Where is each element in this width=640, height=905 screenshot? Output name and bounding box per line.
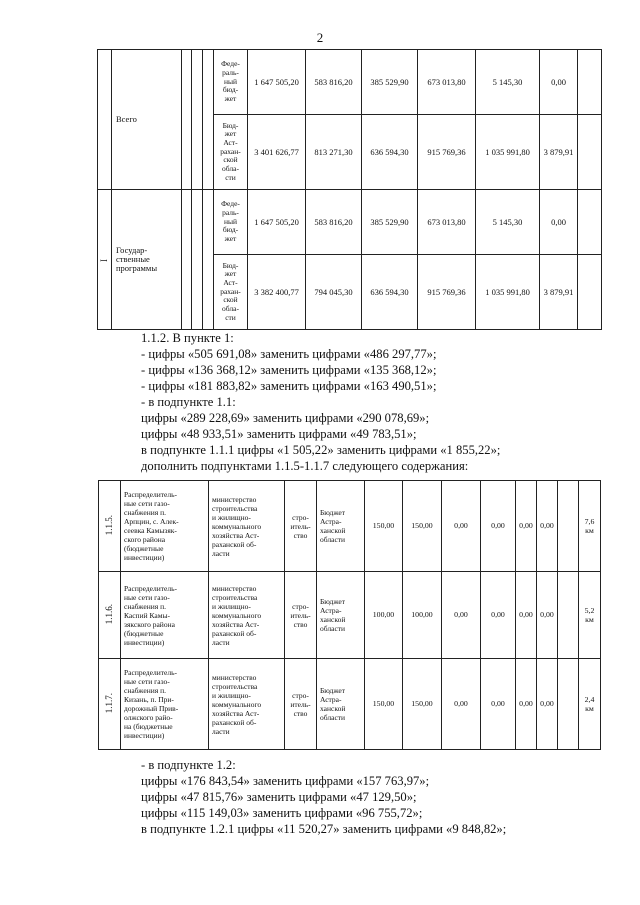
amendment-text-1: [141, 330, 500, 474]
value-cell: 636 594,30: [362, 255, 418, 330]
budget-summary-table: [97, 49, 602, 330]
value-cell: 3 401 626,77: [248, 115, 306, 190]
amendment-text-2: [141, 757, 506, 837]
executor: министерство строительства и жилищно- коммунального хозяйства Аст- раханской об- ласти: [209, 572, 285, 659]
value-cell: 0,00: [516, 572, 537, 659]
table-row: [99, 481, 601, 572]
value-cell: 636 594,30: [362, 115, 418, 190]
value-cell: 385 529,90: [362, 190, 418, 255]
value-cell: 673 013,80: [418, 190, 476, 255]
value-cell: 385 529,90: [362, 50, 418, 115]
value-cell: 0,00: [481, 481, 516, 572]
value-cell: 0,00: [540, 190, 578, 255]
value-cell: 0,00: [442, 481, 481, 572]
text-line: цифры «115 149,03» заменить цифрами «96 755,72»;: [141, 806, 423, 820]
value-cell: 3 382 400,77: [248, 255, 306, 330]
project-name: Распределитель- ные сети газо- снабжения п. Кизань, п. При- дорожный Прив- олжского райо- на (бюджетные инвестиции): [121, 659, 209, 750]
funding-source: Бюджет Астра- ханской области: [317, 572, 365, 659]
work-type: стро- итель- ство: [285, 481, 317, 572]
value-cell: 150,00: [403, 659, 442, 750]
value-cell: 1 647 505,20: [248, 50, 306, 115]
funding-source: Бюд- жет Аст- рахан- ской обла- сти: [214, 115, 248, 190]
text-line: дополнить подпунктами 1.1.5-1.1.7 следующего содержания:: [141, 459, 469, 473]
funding-source: Бюджет Астра- ханской области: [317, 481, 365, 572]
value-cell: 150,00: [365, 481, 403, 572]
text-line: - цифры «181 883,82» заменить цифрами «163 490,51»;: [141, 379, 437, 393]
unit-cell: 7,6 км: [579, 481, 601, 572]
executor: министерство строительства и жилищно- коммунального хозяйства Аст- раханской об- ласти: [209, 659, 285, 750]
text-line: цифры «176 843,54» заменить цифрами «157 763,97»;: [141, 774, 430, 788]
unit-cell: 5,2 км: [579, 572, 601, 659]
work-type: стро- итель- ство: [285, 659, 317, 750]
funding-source: Феде- раль- ный бюд- жет: [214, 190, 248, 255]
value-cell: 3 879,91: [540, 115, 578, 190]
row-code: I: [98, 190, 112, 330]
table-row: [99, 659, 601, 750]
text-line: 1.1.2. В пункте 1:: [141, 331, 234, 345]
value-cell: 915 769,36: [418, 255, 476, 330]
text-line: в подпункте 1.2.1 цифры «11 520,27» заменить цифрами «9 848,82»;: [141, 822, 507, 836]
text-line: - цифры «505 691,08» заменить цифрами «486 297,77»;: [141, 347, 437, 361]
value-cell: 100,00: [403, 572, 442, 659]
work-type: стро- итель- ство: [285, 572, 317, 659]
value-cell: 3 879,91: [540, 255, 578, 330]
table-row: [98, 190, 602, 255]
text-line: цифры «47 815,76» заменить цифрами «47 129,50»;: [141, 790, 417, 804]
value-cell: 813 271,30: [306, 115, 362, 190]
value-cell: 5 145,30: [476, 50, 540, 115]
text-line: - в подпункте 1.2:: [141, 758, 236, 772]
text-line: - цифры «136 368,12» заменить цифрами «135 368,12»;: [141, 363, 437, 377]
project-name: Распределитель- ные сети газо- снабжения п. Арпцин, с. Алек- сеевка Камызяк- ского района (бюджетные инвестиции): [121, 481, 209, 572]
value-cell: 0,00: [516, 659, 537, 750]
text-line: цифры «289 228,69» заменить цифрами «290 078,69»;: [141, 411, 430, 425]
text-line: в подпункте 1.1.1 цифры «1 505,22» заменить цифрами «1 855,22»;: [141, 443, 501, 457]
value-cell: 5 145,30: [476, 190, 540, 255]
funding-source: Феде- раль- ный бюд- жет: [214, 50, 248, 115]
value-cell: 150,00: [403, 481, 442, 572]
value-cell: 1 647 505,20: [248, 190, 306, 255]
table-row: [99, 572, 601, 659]
text-line: цифры «48 933,51» заменить цифрами «49 783,51»;: [141, 427, 417, 441]
value-cell: 583 816,20: [306, 190, 362, 255]
value-cell: 100,00: [365, 572, 403, 659]
table-row: [98, 50, 602, 115]
value-cell: 915 769,36: [418, 115, 476, 190]
value-cell: 1 035 991,80: [476, 115, 540, 190]
row-code: [98, 50, 112, 190]
project-name: Распределитель- ные сети газо- снабжения п. Каспий Камы- зякского района (бюджетные инвестиции): [121, 572, 209, 659]
page-number: 2: [316, 30, 324, 45]
value-cell: 0,00: [537, 481, 558, 572]
row-code: 1.1.7.: [99, 659, 121, 750]
value-cell: 0,00: [516, 481, 537, 572]
value-cell: 0,00: [481, 659, 516, 750]
value-cell: 0,00: [481, 572, 516, 659]
funding-source: Бюджет Астра- ханской области: [317, 659, 365, 750]
unit-cell: 2,4 км: [579, 659, 601, 750]
value-cell: 0,00: [442, 572, 481, 659]
funding-source: Бюд- жет Аст- рахан- ской обла- сти: [214, 255, 248, 330]
value-cell: 794 045,30: [306, 255, 362, 330]
value-cell: 0,00: [540, 50, 578, 115]
value-cell: 1 035 991,80: [476, 255, 540, 330]
row-code: 1.1.5.: [99, 481, 121, 572]
row-code: 1.1.6.: [99, 572, 121, 659]
value-cell: 583 816,20: [306, 50, 362, 115]
value-cell: 0,00: [442, 659, 481, 750]
value-cell: 673 013,80: [418, 50, 476, 115]
row-label: Всего: [112, 50, 182, 190]
value-cell: 150,00: [365, 659, 403, 750]
value-cell: 0,00: [537, 572, 558, 659]
text-line: - в подпункте 1.1:: [141, 395, 236, 409]
new-subitems-table: [98, 480, 601, 750]
executor: министерство строительства и жилищно- коммунального хозяйства Аст- раханской об- ласти: [209, 481, 285, 572]
row-label: Государ- ственные программы: [112, 190, 182, 330]
value-cell: 0,00: [537, 659, 558, 750]
